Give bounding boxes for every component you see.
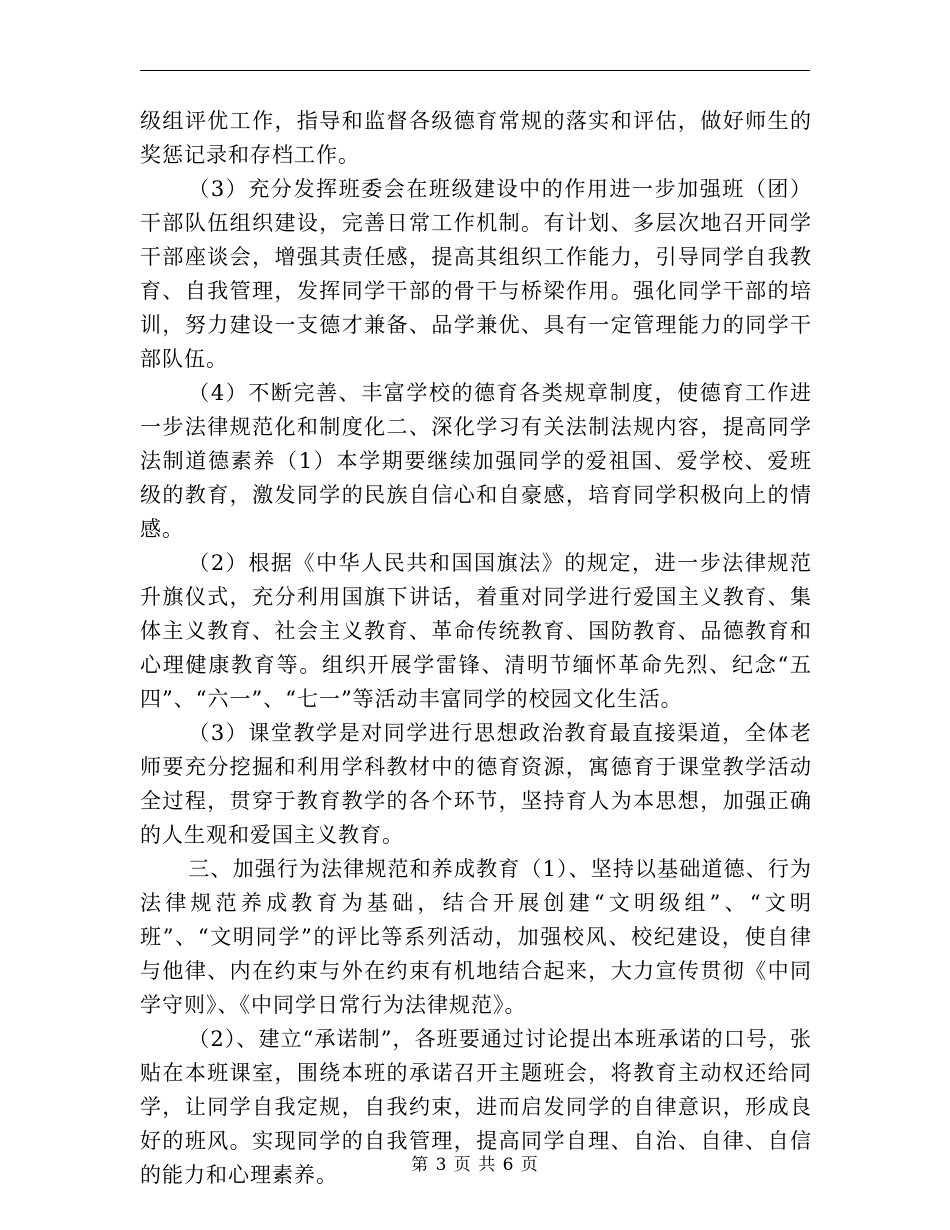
paragraph: （4）不断完善、丰富学校的德育各类规章制度，使德育工作进一步法律规范化和制度化二、深化学习有关法制法规内容，提高同学法制道德素养（1）本学期要继续加强同学的爱祖国、爱学校、爱班级的教育，激发同学的民族自信心和自豪感，培育同学积极向上的情感。 — [140, 381, 812, 541]
page-number: 第 3 页 共 6 页 — [411, 1155, 539, 1175]
header-rule — [140, 70, 810, 71]
paragraph: 三、加强行为法律规范和养成教育（1）、坚持以基础道德、行为法律规范养成教育为基础，结合开展创建“文明级组”、“文明班”、“文明同学”的评比等系列活动，加强校风、校纪建设，使自律与他律、内在约束与外在约束有机地结合起来，大力宣传贯彻《中同学守则》、《中同学日常行为法律规范》。 — [140, 857, 812, 1017]
paragraph: （3）充分发挥班委会在班级建设中的作用进一步加强班（团）干部队伍组织建设，完善日常工作机制。有计划、多层次地召开同学干部座谈会，增强其责任感，提高其组织工作能力，引导同学自我教育、自我管理，发挥同学干部的骨干与桥梁作用。强化同学干部的培训，努力建设一支德才兼备、品学兼优、具有一定管理能力的同学干部队伍。 — [140, 177, 812, 371]
paragraph: （2）、建立“承诺制”，各班要通过讨论提出本班承诺的口号，张贴在本班课室，围绕本班的承诺召开主题班会，将教育主动权还给同学，让同学自我定规，自我约束，进而启发同学的自律意识，形成良好的班风。实现同学的自我管理，提高同学自理、自治、自律、自信的能力和心理素养。 — [140, 1027, 812, 1187]
document-body — [140, 104, 812, 1192]
paragraph-continuation: 级组评优工作，指导和监督各级德育常规的落实和评估，做好师生的奖惩记录和存档工作。 — [140, 109, 812, 167]
paragraph: （2）根据《中华人民共和国国旗法》的规定，进一步法律规范升旗仪式，充分利用国旗下讲话，着重对同学进行爱国主义教育、集体主义教育、社会主义教育、革命传统教育、国防教育、品德教育和心理健康教育等。组织开展学雷锋、清明节缅怀革命先烈、纪念“五四”、“六一”、“七一”等活动丰富同学的校园文化生活。 — [140, 551, 812, 711]
paragraph: （3）课堂教学是对同学进行思想政治教育最直接渠道，全体老师要充分挖掘和利用学科教材中的德育资源，寓德育于课堂教学活动全过程，贯穿于教育教学的各个环节，坚持育人为本思想，加强正确的人生观和爱国主义教育。 — [140, 721, 812, 847]
